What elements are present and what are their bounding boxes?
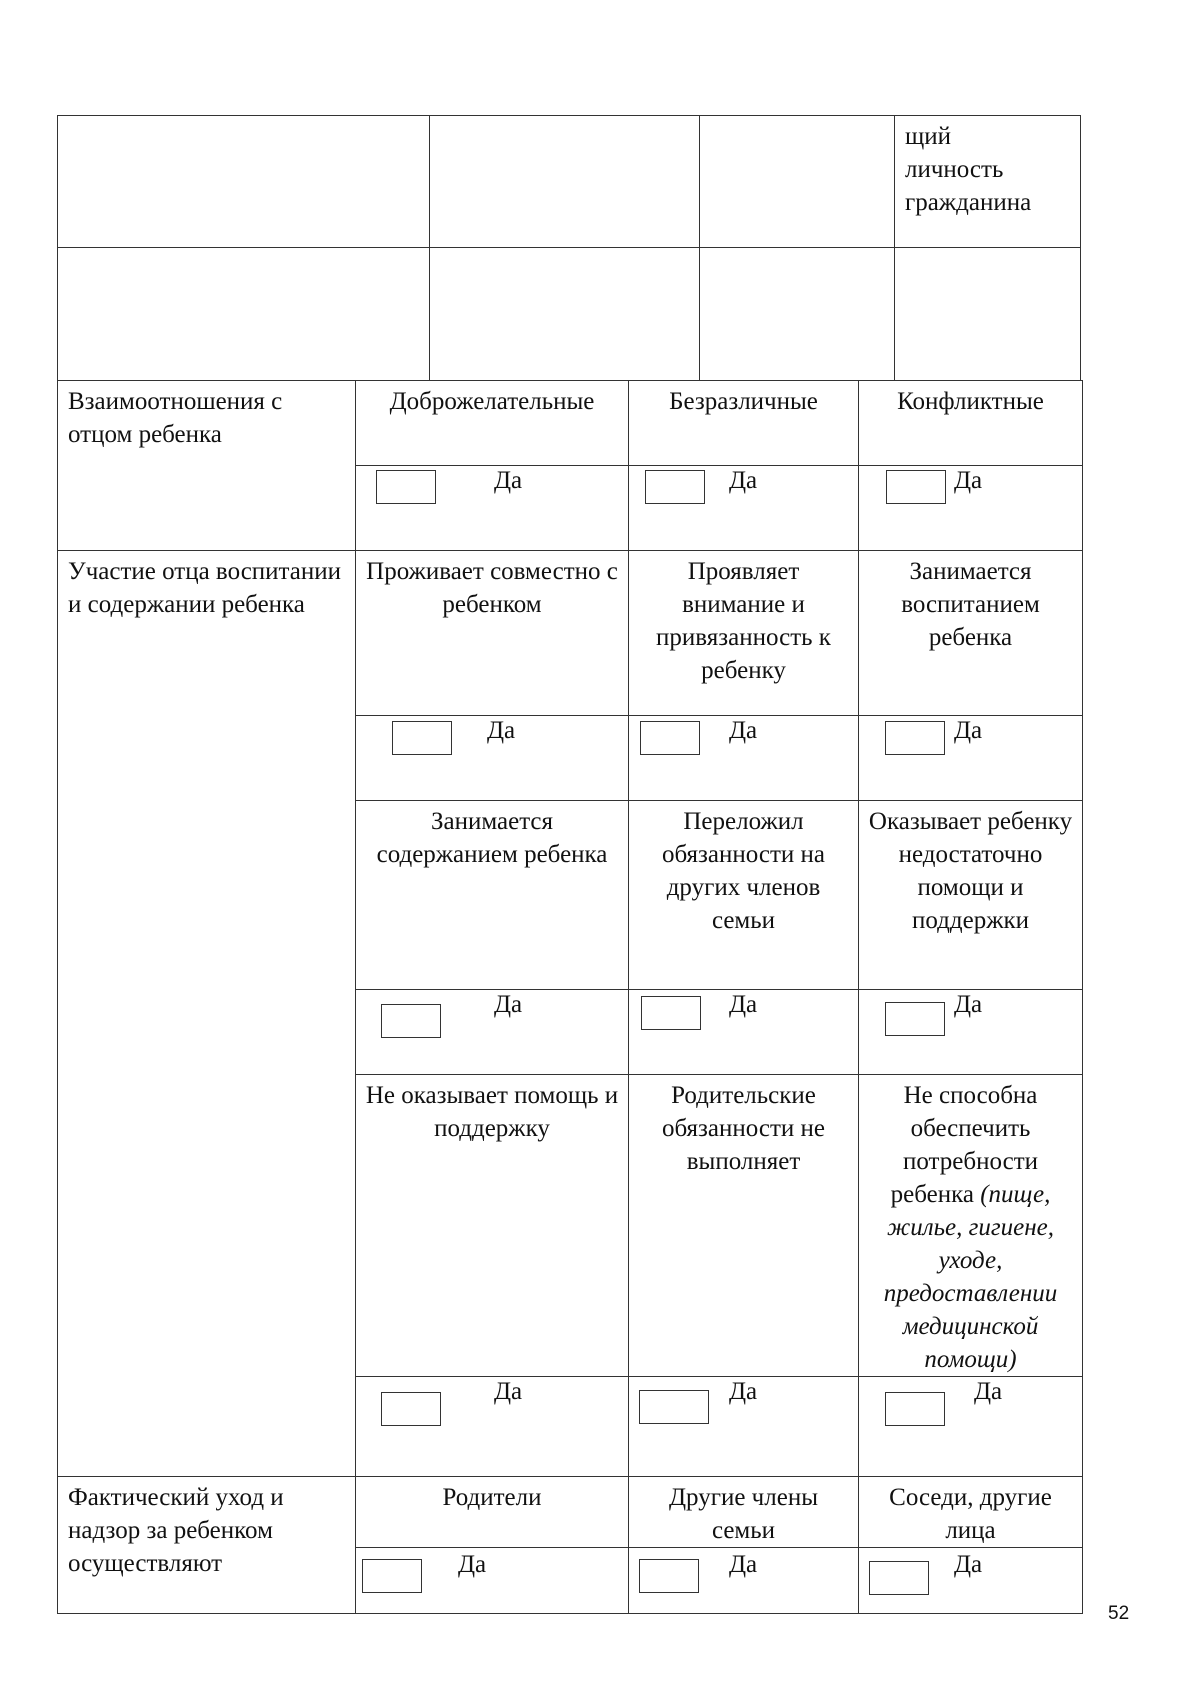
checkbox[interactable] (381, 1392, 441, 1426)
checkbox-cell (356, 466, 629, 551)
carryover-cell (58, 116, 430, 248)
option-label: Родители (356, 1477, 629, 1548)
carryover-cell (430, 116, 700, 248)
participation-options-row-1 (58, 551, 1083, 716)
checkbox-cell (629, 466, 859, 551)
yes-label: Да (487, 717, 516, 744)
checkbox-cell (859, 466, 1083, 551)
checkbox-cell (859, 1377, 1083, 1477)
actual-care-label: Фактический уход и надзор за ребенком осуществляют (58, 1477, 356, 1614)
yes-label: Да (954, 1551, 983, 1578)
yes-label: Да (954, 467, 983, 494)
checkbox-cell (356, 990, 629, 1075)
empty-cell (895, 248, 1081, 381)
carryover-cell (700, 116, 895, 248)
option-label: Другие члены семьи (629, 1477, 859, 1548)
checkbox-cell (629, 1377, 859, 1477)
option-label: Соседи, другие лица (859, 1477, 1083, 1548)
carryover-line: гражданина (905, 189, 1032, 216)
checkbox-cell (859, 716, 1083, 801)
checkbox-cell (629, 1548, 859, 1614)
checkbox[interactable] (641, 996, 701, 1030)
checkbox[interactable] (639, 1559, 699, 1593)
checkbox[interactable] (362, 1559, 422, 1593)
checkbox[interactable] (376, 470, 436, 504)
option-label: Не способна обеспечить потребности ребенка (890, 1082, 1038, 1208)
checkbox[interactable] (885, 721, 945, 755)
yes-label: Да (494, 1378, 523, 1405)
checkbox[interactable] (640, 721, 700, 755)
carryover-row (58, 116, 1081, 248)
family-form-table (57, 380, 1083, 1614)
option-label: Родительские обязанности не выполняет (629, 1075, 859, 1377)
father-relations-options-row (58, 381, 1083, 466)
carryover-table (57, 115, 1081, 381)
option-label: Проживает совместно с ребенком (356, 551, 629, 716)
option-label: Доброжелательные (356, 381, 629, 466)
checkbox-cell (859, 1548, 1083, 1614)
yes-label: Да (729, 1378, 758, 1405)
option-label: Занимается воспитанием ребенка (859, 551, 1083, 716)
empty-cell (58, 248, 430, 381)
yes-label: Да (974, 1378, 1003, 1405)
empty-cell (430, 248, 700, 381)
option-label-with-note (859, 1075, 1083, 1377)
checkbox-cell (859, 990, 1083, 1075)
care-options-row (58, 1477, 1083, 1548)
checkbox[interactable] (885, 1002, 945, 1036)
yes-label: Да (954, 717, 983, 744)
page-number: 52 (1108, 1603, 1130, 1624)
checkbox[interactable] (639, 1390, 709, 1424)
carryover-text-cell (895, 116, 1081, 248)
option-label: Оказывает ребенку недостаточно помощи и поддержки (859, 801, 1083, 990)
yes-label: Да (729, 467, 758, 494)
yes-label: Да (458, 1551, 487, 1578)
checkbox[interactable] (869, 1561, 929, 1595)
option-label: Переложил обязанности на других членов семьи (629, 801, 859, 990)
yes-label: Да (729, 1551, 758, 1578)
yes-label: Да (954, 991, 983, 1018)
checkbox-cell (629, 990, 859, 1075)
carryover-line: щий (905, 123, 952, 150)
option-note: (пище, жилье, гигиене, уходе, предоставлении медицинской помощи) (883, 1181, 1058, 1373)
checkbox-cell (356, 716, 629, 801)
option-label: Занимается содержанием ребенка (356, 801, 629, 990)
yes-label: Да (729, 991, 758, 1018)
checkbox-cell (356, 1377, 629, 1477)
father-relations-label: Взаимоотношения с отцом ребенка (58, 381, 356, 551)
option-label: Проявляет внимание и привязанность к ребенку (629, 551, 859, 716)
checkbox-cell (356, 1548, 629, 1614)
yes-label: Да (494, 991, 523, 1018)
checkbox[interactable] (886, 470, 946, 504)
yes-label: Да (494, 467, 523, 494)
option-label: Безразличные (629, 381, 859, 466)
empty-row (58, 248, 1081, 381)
checkbox[interactable] (645, 470, 705, 504)
option-label: Не оказывает помощь и поддержку (356, 1075, 629, 1377)
checkbox-cell (629, 716, 859, 801)
empty-cell (700, 248, 895, 381)
carryover-line: личность (905, 156, 1004, 183)
checkbox[interactable] (885, 1392, 945, 1426)
yes-label: Да (729, 717, 758, 744)
checkbox[interactable] (381, 1004, 441, 1038)
option-label: Конфликтные (859, 381, 1083, 466)
father-participation-label: Участие отца воспитании и содержании ребенка (58, 551, 356, 1477)
checkbox[interactable] (392, 721, 452, 755)
